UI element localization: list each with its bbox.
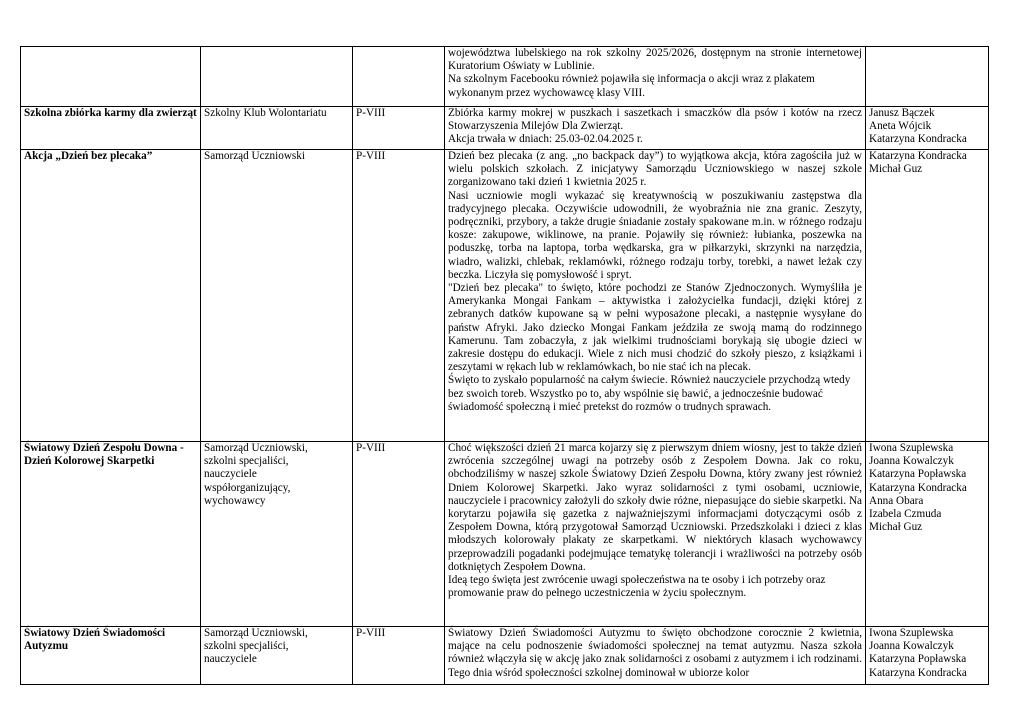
teacher-name: Izabela Czmuda xyxy=(869,508,942,521)
teacher-name: Katarzyna Popławska xyxy=(869,468,967,481)
organizer-cell xyxy=(201,627,353,685)
event-name-cell: Akcja „Dzień bez plecaka” xyxy=(21,150,201,442)
description-cell xyxy=(445,107,866,150)
teacher-name: Iwona Szuplewska xyxy=(869,627,954,639)
description-paragraph: Zbiórka karmy mokrej w puszkach i saszetkach i smaczków dla psów i kotów na rzecz Stowarzyszenia Milejów Dla Zwierząt. xyxy=(448,107,862,133)
organizer-line: Szkolny Klub Wolontariatu xyxy=(204,107,327,119)
event-name-cell xyxy=(21,47,201,107)
organizer-line: nauczyciele xyxy=(204,653,257,666)
teachers-cell xyxy=(866,627,989,685)
teacher-name: Anna Obara xyxy=(869,494,924,507)
event-name-cell: Szkolna zbiórka karmy dla zwierząt xyxy=(21,107,201,150)
teacher-name: Joanna Kowalczyk xyxy=(869,640,954,653)
organizer-line: szkolni specjaliści, xyxy=(204,640,289,653)
teacher-name: Katarzyna Kondracka xyxy=(869,666,967,679)
description-cell xyxy=(445,627,866,685)
description-paragraph: Dzień bez plecaka (z ang. „no backpack day”) to wyjątkowa akcja, która zagościła już w wielu polskich szkołach. Z inicjatywy Samorządu Uczniowskiego w naszej szkole zorganizowano taki dzień 1 kwietnia 2025 r. xyxy=(448,150,862,189)
table-row xyxy=(21,150,989,442)
table-row xyxy=(21,627,989,685)
event-name-cell: Światowy Dzień Zespołu Downa - Dzień Kolorowej Skarpetki xyxy=(21,442,201,627)
teachers-cell xyxy=(866,442,989,627)
description-paragraph: Akcja trwała w dniach: 25.03-02.04.2025 r. xyxy=(448,133,643,146)
organizer-line: nauczyciele xyxy=(204,468,257,481)
description-paragraph: Nasi uczniowie mogli wykazać się kreatywnością w poszukiwaniu zastępstwa dla tradycyjnego plecaka. Oczywiście udowodnili, że wyobraźnia nie zna granic. Zeszyty, podręczniki, przybory, a także drugie śniadanie zostały spakowane m.in. w różnego rodzaju kosze: zakupowe, wiklinowe, na pranie. Pojawiły się również: łubianka, poszewka na poduszkę, torba na laptopa, torba wędkarska, gra w piłkarzyki, skrzynki na narzędzia, wiadro, walizki, chlebak, reklamówki, różnego rodzaju torby, torebki, a nawet leżak czy beczka. Liczyła się pomysłowość i spryt. xyxy=(448,189,862,281)
teacher-name: Michał Guz xyxy=(869,163,923,176)
organizer-line: współorganizujący, xyxy=(204,481,291,494)
classes-cell: P-VIII xyxy=(353,627,445,685)
teacher-name: Katarzyna Kondracka xyxy=(869,150,967,162)
teacher-name: Janusz Bączek xyxy=(869,107,935,119)
description-cell xyxy=(445,442,866,627)
organizer-line: Samorząd Uczniowski, xyxy=(204,627,308,639)
classes-cell: P-VIII xyxy=(353,150,445,442)
classes-cell xyxy=(353,47,445,107)
organizer-cell xyxy=(201,107,353,150)
teacher-name: Iwona Szuplewska xyxy=(869,442,954,454)
teachers-cell xyxy=(866,47,989,107)
table-row xyxy=(21,107,989,150)
description-paragraph: Święto to zyskało popularność na całym świecie. Również nauczyciele przychodzą wtedy bez swoich toreb. Wszystko po to, aby wspólnie się bawić, a jednocześnie budować świadomość społeczną i mieć pretekst do rozmów o trudnych sprawach. xyxy=(448,374,851,413)
organizer-cell xyxy=(201,150,353,442)
classes-cell: P-VIII xyxy=(353,442,445,627)
table-row xyxy=(21,47,989,107)
classes-cell: P-VIII xyxy=(353,107,445,150)
description-paragraph: Światowy Dzień Świadomości Autyzmu to święto obchodzone corocznie 2 kwietnia, mające na celu podnoszenie świadomości społecznej na temat autyzmu. Nasza szkoła również włączyła się w akcję jako znak solidarności z osobami z autyzmem i ich rodzinami. Tego dnia wśród społeczności szkolnej dominował w ubiorze kolor xyxy=(448,627,862,679)
organizer-line: wychowawcy xyxy=(204,494,266,507)
teacher-name: Aneta Wójcik xyxy=(869,120,932,133)
description-paragraph: "Dzień bez plecaka" to święto, które pochodzi ze Stanów Zjednoczonych. Wymyśliła je Amerykanka Mongai Fankam – aktywistka i założycielka fundacji, dzięki której z zebranych datków kupowane są w pełni wyposażone plecaki, a następnie wysyłane do państw Afryki. Jako dziecko Mongai Fankam jeździła ze swoją mamą do rodzinnego Kamerunu. Tam zobaczyła, z jak wielkimi trudnościami borykają się ubogie dzieci w zakresie dostępu do edukacji. Wiele z nich musi chodzić do szkoły pieszo, z książkami i zeszytami w rękach lub w reklamówkach, bo nie stać ich na plecak. xyxy=(448,282,862,374)
description-cell xyxy=(445,47,866,107)
organizer-cell xyxy=(201,442,353,627)
organizer-line: szkolni specjaliści, xyxy=(204,455,289,468)
teacher-name: Katarzyna Kondracka xyxy=(869,133,967,146)
organizer-line: Samorząd Uczniowski xyxy=(204,150,305,162)
teacher-name: Katarzyna Popławska xyxy=(869,653,967,666)
description-cell xyxy=(445,150,866,442)
description-paragraph: Na szkolnym Facebooku również pojawiła się informacja o akcji wraz z plakatem wykonanym przez wychowawcę klasy VIII. xyxy=(448,73,815,99)
table-row xyxy=(21,442,989,627)
table-body xyxy=(21,47,989,685)
description-paragraph: województwa lubelskiego na rok szkolny 2025/2026, dostępnym na stronie internetowej Kuratorium Oświaty w Lublinie. xyxy=(448,47,862,73)
teacher-name: Joanna Kowalczyk xyxy=(869,455,954,468)
organizer-line: Samorząd Uczniowski, xyxy=(204,442,308,454)
teacher-name: Michał Guz xyxy=(869,521,923,534)
teachers-cell xyxy=(866,150,989,442)
description-paragraph: Ideą tego święta jest zwrócenie uwagi społeczeństwa na te osoby i ich potrzeby oraz promowanie praw do pełnego uczestniczenia w życiu społecznym. xyxy=(448,574,826,600)
organizer-cell xyxy=(201,47,353,107)
activities-table xyxy=(20,46,989,685)
teacher-name: Katarzyna Kondracka xyxy=(869,481,967,494)
teachers-cell xyxy=(866,107,989,150)
event-name-cell: Światowy Dzień Świadomości Autyzmu xyxy=(21,627,201,685)
description-paragraph: Choć większości dzień 21 marca kojarzy się z pierwszym dniem wiosny, jest to także dzień zwrócenia szczególnej uwagi na potrzeby osób z Zespołem Downa. Jak co roku, obchodziliśmy w naszej szkole Światowy Dzień Zespołu Downa, który zwany jest również Dniem Kolorowej Skarpetki. Jako wyraz solidarności z tymi osobami, uczniowie, nauczyciele i pracownicy założyli do szkoły dwie różne, niepasujące do siebie skarpetki. Na korytarzu pojawiła się gazetka z najważniejszymi informacjami dotyczącymi osób z Zespołem Downa, którą przygotował Samorząd Uczniowski. Przedszkolaki i dzieci z klas młodszych kolorowały plakaty ze skarpetkami. W niektórych klasach wychowawcy przeprowadzili pogadanki podejmujące tematykę tolerancji i wrażliwości na potrzeby osób dotkniętych Zespołem Downa. xyxy=(448,442,862,573)
